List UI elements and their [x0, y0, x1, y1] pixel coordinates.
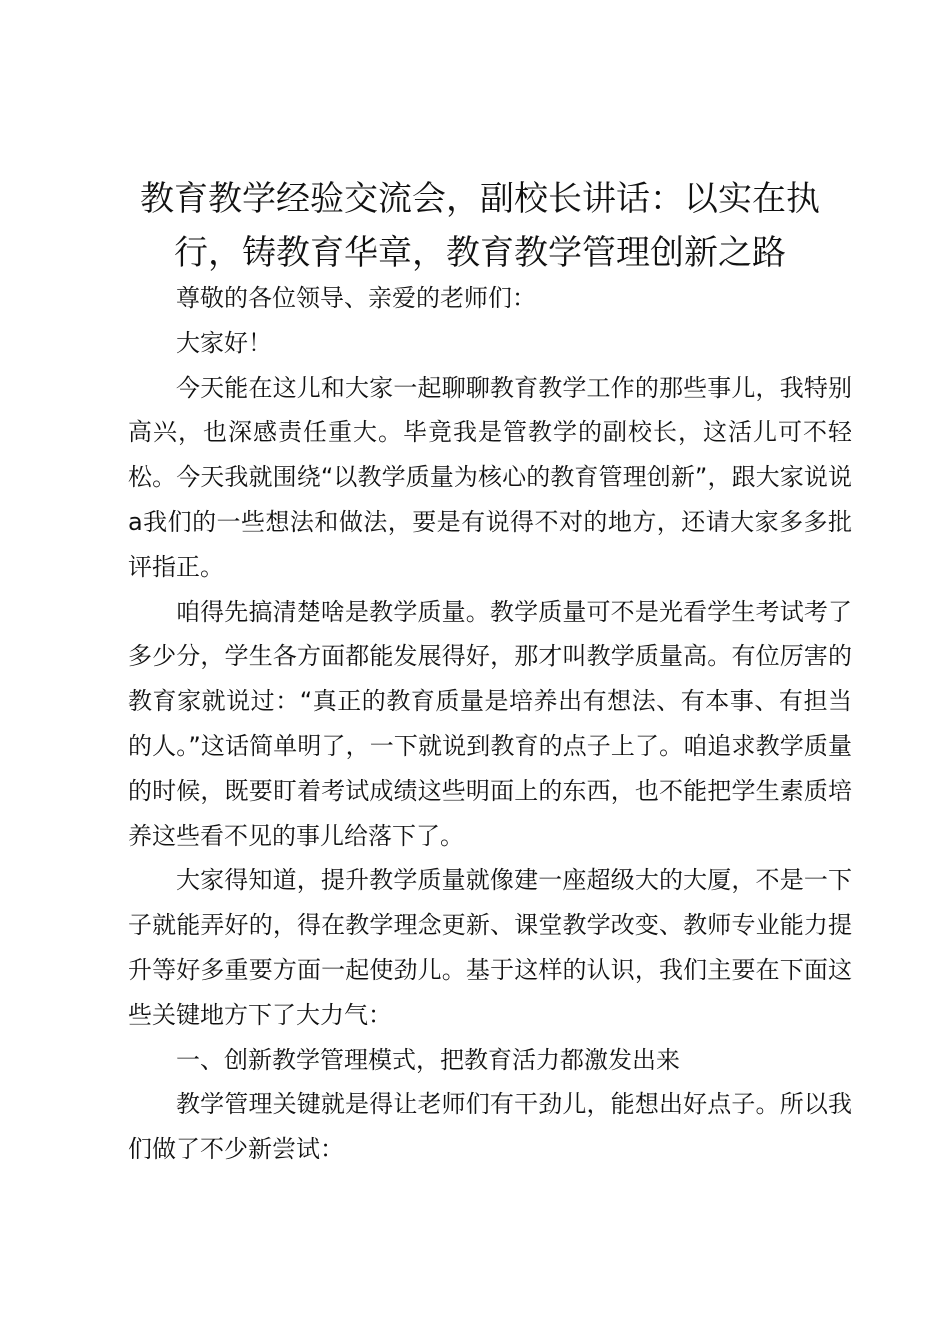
body-paragraph: 大家得知道，提升教学质量就像建一座超级大的大厦，不是一下子就能弄好的，得在教学理念更新、课堂教学改变、教师专业能力提升等好多重要方面一起使劲儿。基于这样的认识，我们主要在下面这些关键地方下了大力气： — [128, 866, 852, 1029]
document-body — [128, 276, 852, 1172]
section-heading: 一、创新教学管理模式，把教育活力都激发出来 — [176, 1045, 680, 1074]
body-paragraph: 今天能在这儿和大家一起聊聊教育教学工作的那些事儿，我特别高兴，也深感责任重大。毕竟我是管教学的副校长，这活儿可不轻松。今天我就围绕“以教学质量为核心的教育管理创新”，跟大家说说a我们的一些想法和做法，要是有说得不对的地方，还请大家多多批评指正。 — [128, 373, 852, 581]
body-paragraph: 教学管理关键就是得让老师们有干劲儿，能想出好点子。所以我们做了不少新尝试： — [128, 1090, 852, 1164]
document-title: 教育教学经验交流会，副校长讲话：以实在执行，铸教育华章，教育教学管理创新之路 — [140, 179, 820, 273]
salutation-paragraph: 尊敬的各位领导、亲爱的老师们： — [176, 284, 536, 312]
greeting-paragraph: 大家好！ — [176, 328, 272, 357]
body-paragraph: 咱得先搞清楚啥是教学质量。教学质量可不是光看学生考试考了多少分，学生各方面都能发展得好，那才叫教学质量高。有位厉害的教育家就说过：“真正的教育质量是培养出有想法、有本事、有担当的人。”这话简单明了，一下就说到教育的点子上了。咱追求教学质量的时候，既要盯着考试成绩这些明面上的东西，也不能把学生素质培养这些看不见的事儿给落下了。 — [128, 597, 852, 850]
